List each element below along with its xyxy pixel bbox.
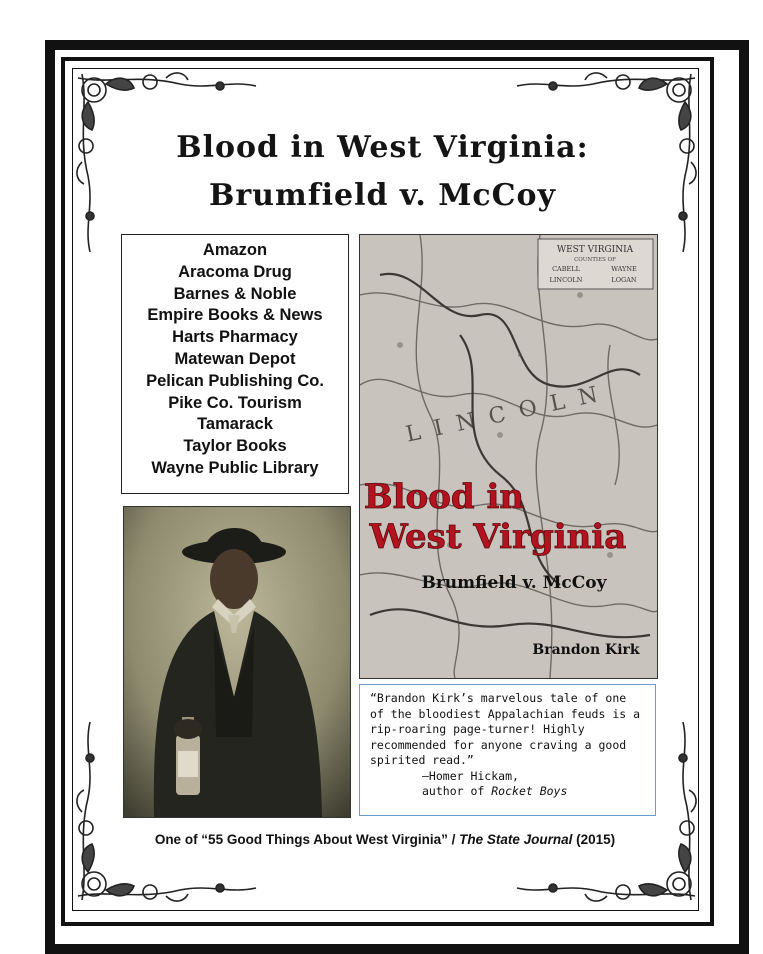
portrait-photo bbox=[123, 506, 351, 818]
county-label: LOGAN bbox=[611, 276, 637, 284]
cover-title-line-1: Blood in bbox=[363, 477, 525, 517]
store-item: Wayne Public Library bbox=[151, 458, 319, 477]
quote-text: “Brandon Kirk’s marvelous tale of one of the bloodiest Appalachian feuds is a rip-roaring page-turner! Highly recommended for anyone craving a good spirited read.” bbox=[370, 691, 641, 767]
store-item: Tamarack bbox=[197, 415, 273, 434]
cover-author: Brandon Kirk bbox=[532, 642, 640, 658]
footer-caption bbox=[80, 832, 690, 847]
quote-attribution-book: Rocket Boys bbox=[491, 784, 568, 798]
county-label: LINCOLN bbox=[549, 276, 583, 284]
store-item: Amazon bbox=[202, 241, 268, 259]
store-item: Barnes & Noble bbox=[173, 284, 297, 303]
store-item: Empire Books & News bbox=[147, 306, 323, 325]
county-label: WAYNE bbox=[611, 265, 637, 273]
quote-attribution-prefix: author of bbox=[422, 784, 485, 798]
map-subtitle: COUNTIES OF bbox=[574, 257, 616, 263]
page-title-line-1: Blood in West Virginia: bbox=[176, 130, 589, 165]
store-list bbox=[121, 234, 349, 494]
store-item: Taylor Books bbox=[183, 437, 287, 456]
review-quote bbox=[359, 684, 656, 816]
cover-subtitle: Brumfield v. McCoy bbox=[421, 573, 607, 593]
footer-prefix: One of “55 Good Things About West Virginia” / bbox=[154, 832, 456, 847]
store-item: Pelican Publishing Co. bbox=[146, 371, 324, 390]
map-county-label: LINCOLN bbox=[403, 379, 614, 448]
store-item: Pike Co. Tourism bbox=[168, 393, 302, 412]
quote-attribution-name: –Homer Hickam, bbox=[422, 768, 519, 783]
county-label: CABELL bbox=[552, 265, 580, 273]
map-title: WEST VIRGINIA bbox=[556, 245, 634, 255]
store-item: Aracoma Drug bbox=[178, 262, 292, 281]
page-title-line-2: Brumfield v. McCoy bbox=[208, 178, 557, 213]
store-item: Harts Pharmacy bbox=[172, 328, 298, 347]
cover-title-line-2: West Virginia bbox=[369, 517, 627, 557]
store-item: Matewan Depot bbox=[174, 349, 296, 368]
book-cover bbox=[359, 234, 658, 679]
footer-year: (2015) bbox=[576, 832, 616, 847]
footer-publication: The State Journal bbox=[459, 832, 573, 847]
quote-attribution-line bbox=[370, 784, 645, 800]
